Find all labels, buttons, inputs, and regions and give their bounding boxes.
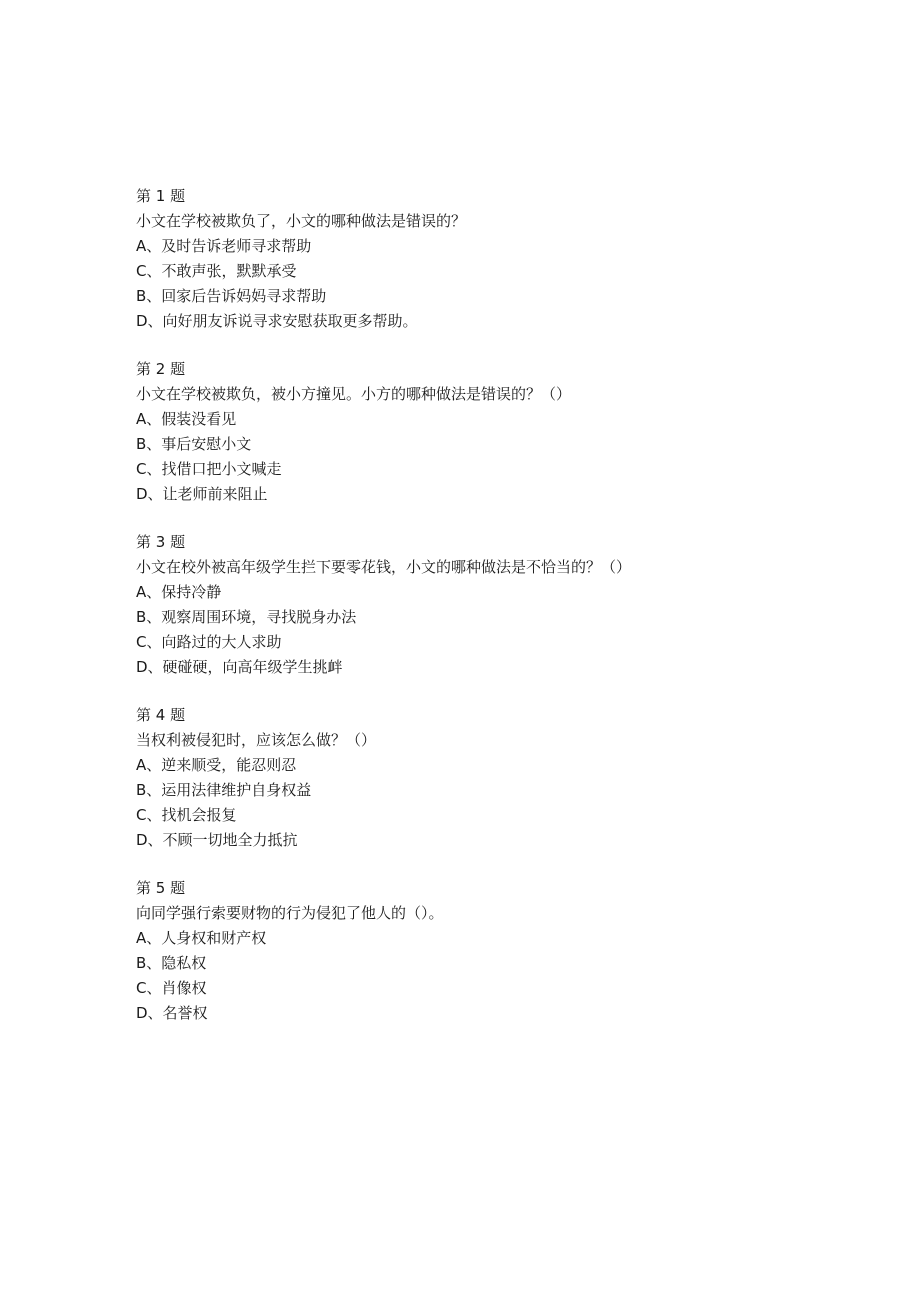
option-item: C、向路过的大人求助 [136, 633, 282, 651]
document-page [136, 184, 836, 1049]
option-item: B、隐私权 [136, 954, 207, 972]
question-stem: 小文在学校被欺负了，小文的哪种做法是错误的？ [136, 212, 467, 230]
question-heading: 第 3 题 [136, 533, 186, 551]
question-3 [136, 530, 836, 680]
option-item: A、假装没看见 [136, 410, 237, 428]
option-item: D、向好朋友诉说寻求安慰获取更多帮助。 [136, 312, 418, 330]
option-item: D、硬碰硬，向高年级学生挑衅 [136, 658, 343, 676]
option-item: A、保持冷静 [136, 583, 222, 601]
option-item: D、不顾一切地全力抵抗 [136, 831, 298, 849]
option-item: D、让老师前来阻止 [136, 485, 268, 503]
question-heading: 第 1 题 [136, 187, 186, 205]
option-item: C、肖像权 [136, 979, 207, 997]
question-heading: 第 5 题 [136, 879, 186, 897]
option-item: A、逆来顺受，能忍则忍 [136, 756, 297, 774]
question-stem: 小文在校外被高年级学生拦下要零花钱，小文的哪种做法是不恰当的？（） [136, 558, 632, 576]
option-item: B、事后安慰小文 [136, 435, 252, 453]
option-item: C、不敢声张，默默承受 [136, 262, 297, 280]
option-item: C、找机会报复 [136, 806, 237, 824]
question-stem: 当权利被侵犯时，应该怎么做？（） [136, 731, 377, 749]
question-stem: 小文在学校被欺负，被小方撞见。小方的哪种做法是错误的？（） [136, 385, 572, 403]
option-item: C、找借口把小文喊走 [136, 460, 282, 478]
option-item: A、及时告诉老师寻求帮助 [136, 237, 312, 255]
option-item: B、观察周围环境，寻找脱身办法 [136, 608, 357, 626]
question-5 [136, 876, 836, 1026]
question-heading: 第 2 题 [136, 360, 186, 378]
question-4 [136, 703, 836, 853]
question-heading: 第 4 题 [136, 706, 186, 724]
option-item: B、运用法律维护自身权益 [136, 781, 312, 799]
option-item: D、名誉权 [136, 1004, 208, 1022]
option-item: A、人身权和财产权 [136, 929, 267, 947]
option-item: B、回家后告诉妈妈寻求帮助 [136, 287, 327, 305]
question-2 [136, 357, 836, 507]
question-1 [136, 184, 836, 334]
question-stem: 向同学强行索要财物的行为侵犯了他人的（）。 [136, 904, 444, 922]
